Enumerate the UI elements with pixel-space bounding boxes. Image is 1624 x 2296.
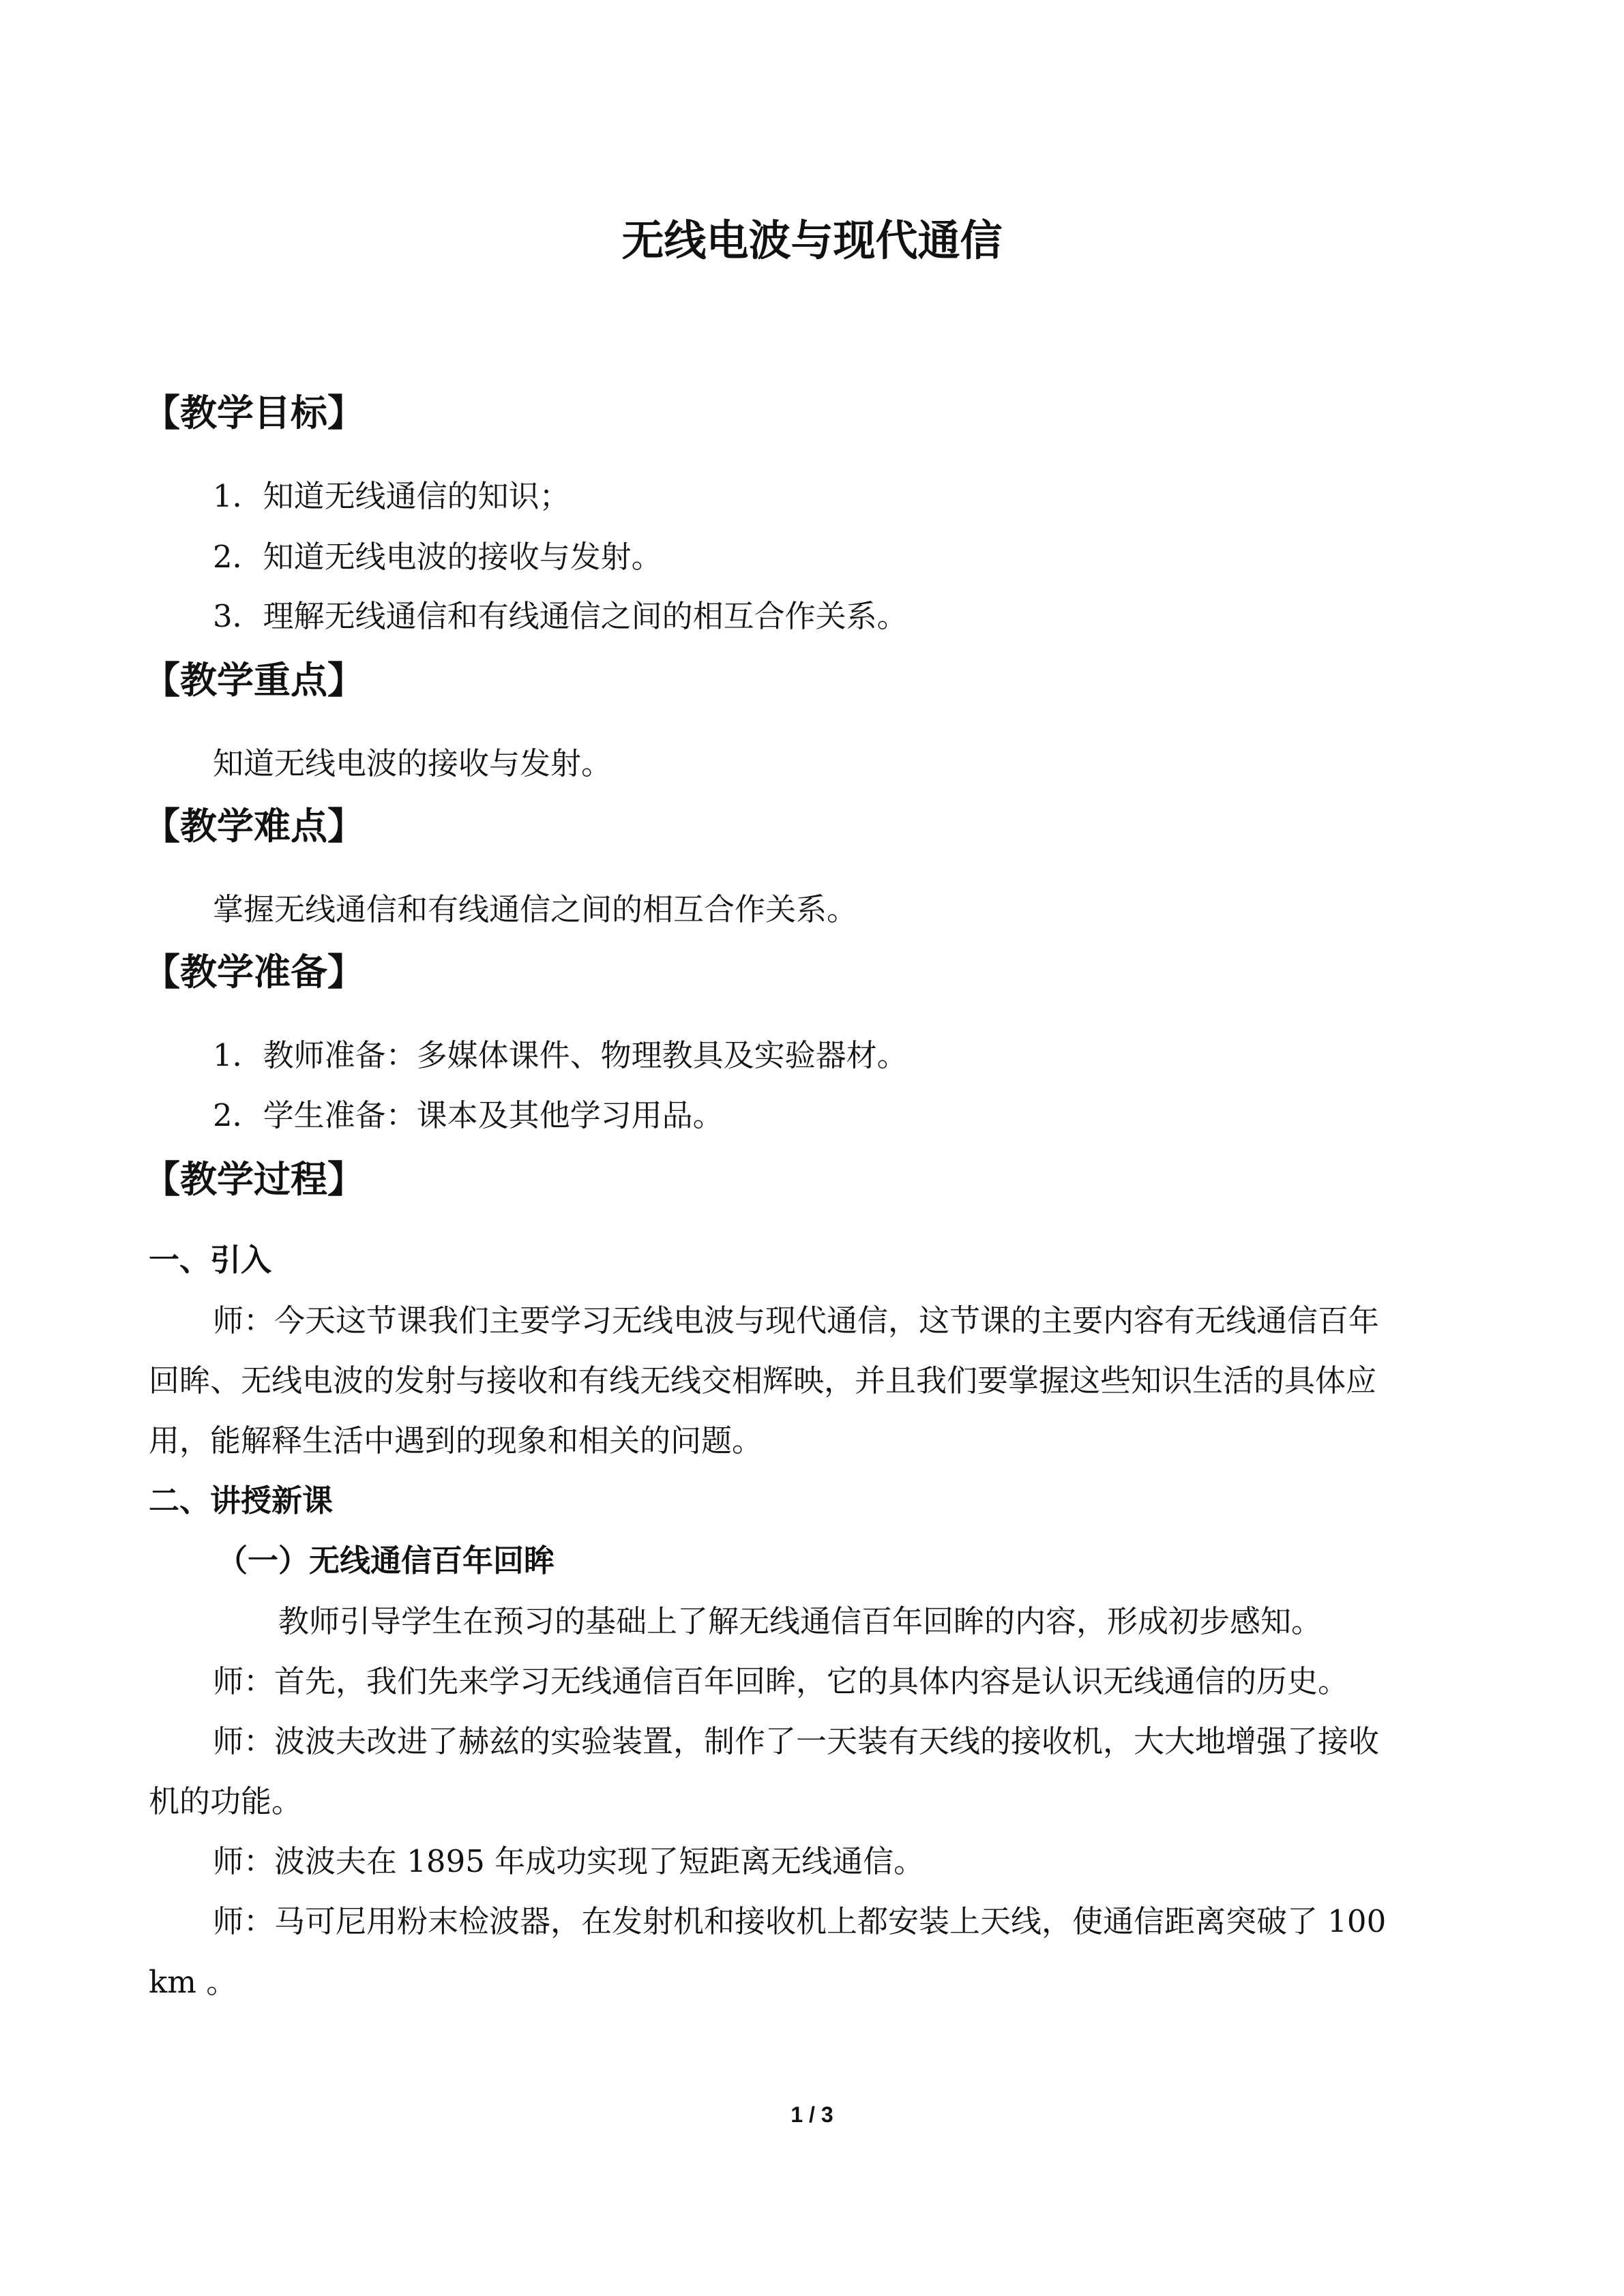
sub1-line-1: 教师引导学生在预习的基础上了解无线通信百年回眸的内容，形成初步感知。 — [278, 1603, 1323, 1639]
sub1-line-6: 师：马可尼用粉末检波器，在发射机和接收机上都安装上天线，使通信距离突破了 100 — [213, 1903, 1387, 1939]
sub1-heading: （一）无线通信百年回眸 — [217, 1542, 555, 1579]
part1-heading: 一、引入 — [149, 1242, 272, 1278]
sub1-line-7: km 。 — [149, 1964, 237, 2000]
sub1-line-2: 师：首先，我们先来学习无线通信百年回眸，它的具体内容是认识无线通信的历史。 — [213, 1663, 1349, 1699]
goal-item-3: 3．理解无线通信和有线通信之间的相互合作关系。 — [213, 598, 908, 634]
preparation-item-1: 1．教师准备：多媒体课件、物理教具及实验器材。 — [213, 1037, 908, 1073]
part1-line-2: 回眸、无线电波的发射与接收和有线无线交相辉映，并且我们要掌握这些知识生活的具体应 — [149, 1362, 1377, 1399]
difficulties-text: 掌握无线通信和有线通信之间的相互合作关系。 — [213, 891, 858, 927]
section-heading-process: 【教学过程】 — [143, 1158, 364, 1201]
sub1-line-5: 师：波波夫在 1895 年成功实现了短距离无线通信。 — [213, 1843, 925, 1879]
goal-item-1: 1．知道无线通信的知识； — [213, 478, 570, 514]
key-points-text: 知道无线电波的接收与发射。 — [213, 745, 612, 781]
part1-line-3: 用，能解释生活中遇到的现象和相关的问题。 — [149, 1422, 763, 1459]
part2-heading: 二、讲授新课 — [149, 1482, 334, 1519]
goal-item-2: 2．知道无线电波的接收与发射。 — [213, 539, 662, 575]
sub1-line-4: 机的功能。 — [149, 1783, 303, 1819]
preparation-item-2: 2．学生准备：课本及其他学习用品。 — [213, 1097, 724, 1133]
part1-line-1: 师：今天这节课我们主要学习无线电波与现代通信，这节课的主要内容有无线通信百年 — [213, 1302, 1380, 1339]
section-heading-key-points: 【教学重点】 — [143, 659, 364, 702]
sub1-line-3: 师：波波夫改进了赫兹的实验装置，制作了一天装有天线的接收机，大大地增强了接收 — [213, 1723, 1380, 1759]
section-heading-goals: 【教学目标】 — [143, 391, 364, 434]
page-number: 1 / 3 — [791, 2102, 833, 2127]
page-title: 无线电波与现代通信 — [621, 215, 1003, 265]
section-heading-difficulties: 【教学难点】 — [143, 805, 364, 848]
section-heading-preparation: 【教学准备】 — [143, 951, 364, 994]
